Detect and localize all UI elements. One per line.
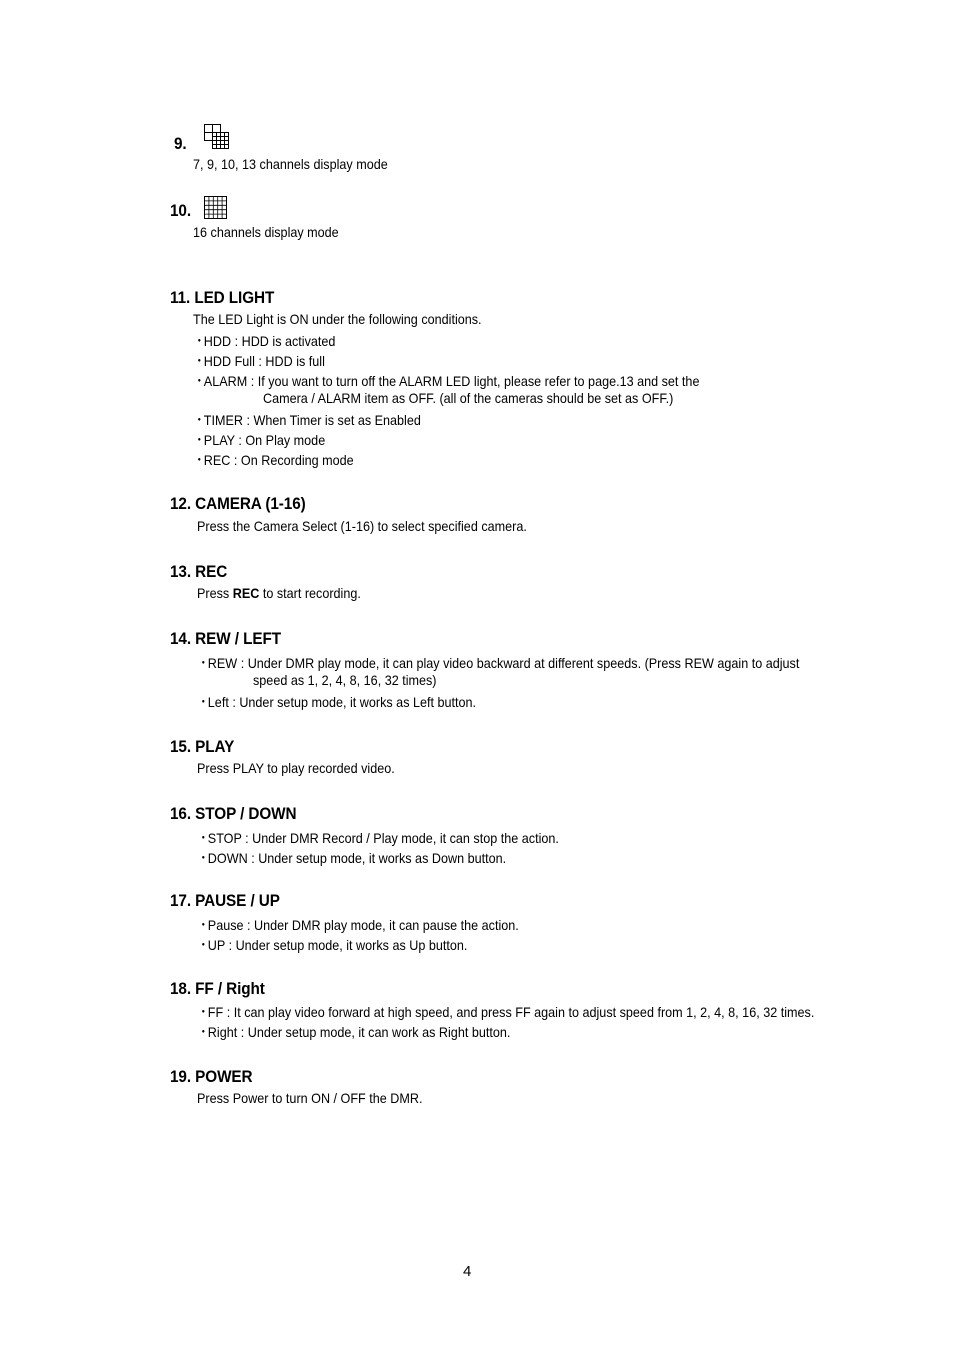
section-15-desc: Press PLAY to play recorded video. <box>197 760 395 776</box>
section-10-desc: 16 channels display mode <box>193 224 339 240</box>
section-15-title: 15. PLAY <box>170 737 235 756</box>
list-item-continuation: speed as 1, 2, 4, 8, 16, 32 times) <box>253 672 437 688</box>
list-item: ・DOWN : Under setup mode, it works as Down button. <box>197 850 507 866</box>
list-item: ・STOP : Under DMR Record / Play mode, it can stop the action. <box>197 830 559 846</box>
section-12-desc: Press the Camera Select (1-16) to select specified camera. <box>197 518 527 534</box>
section-9-number: 9. <box>174 134 187 153</box>
section-10-number: 10. <box>170 201 192 220</box>
section-19-desc: Press Power to turn ON / OFF the DMR. <box>197 1090 423 1106</box>
sixteen-grid-icon <box>204 196 228 220</box>
list-item: ・PLAY : On Play mode <box>193 432 326 448</box>
list-item: ・HDD Full : HDD is full <box>193 353 325 369</box>
section-13-desc: Press REC to start recording. <box>197 585 361 601</box>
section-14-title: 14. REW / LEFT <box>170 629 281 648</box>
section-13-title: 13. REC <box>170 562 228 581</box>
section-11-intro: The LED Light is ON under the following conditions. <box>193 311 482 327</box>
list-item: ・ALARM : If you want to turn off the ALARM LED light, please refer to page.13 and set the <box>193 373 700 389</box>
list-item: ・Right : Under setup mode, it can work as Right button. <box>197 1024 511 1040</box>
section-18-title: 18. FF / Right <box>170 979 265 998</box>
list-item: ・TIMER : When Timer is set as Enabled <box>193 412 421 428</box>
list-item-continuation: Camera / ALARM item as OFF. (all of the cameras should be set as OFF.) <box>263 390 674 406</box>
multi-split-grid-icon <box>204 124 230 150</box>
section-19-title: 19. POWER <box>170 1067 253 1086</box>
list-item: ・FF : It can play video forward at high speed, and press FF again to adjust speed from 1, 2, 4, 8, 16, 32 times. <box>197 1004 815 1020</box>
list-item: ・Left : Under setup mode, it works as Left button. <box>197 694 477 710</box>
list-item: ・REW : Under DMR play mode, it can play video backward at different speeds. (Press REW again to adjust <box>197 655 800 671</box>
list-item: ・UP : Under setup mode, it works as Up button. <box>197 937 468 953</box>
list-item: ・REC : On Recording mode <box>193 452 354 468</box>
list-item: ・Pause : Under DMR play mode, it can pause the action. <box>197 917 519 933</box>
section-9-desc: 7, 9, 10, 13 channels display mode <box>193 156 388 172</box>
section-16-title: 16. STOP / DOWN <box>170 804 297 823</box>
section-17-title: 17. PAUSE / UP <box>170 891 280 910</box>
list-item: ・HDD : HDD is activated <box>193 333 336 349</box>
section-11-title: 11. LED LIGHT <box>170 288 275 307</box>
page-number: 4 <box>463 1263 472 1280</box>
section-12-title: 12. CAMERA (1-16) <box>170 494 306 513</box>
